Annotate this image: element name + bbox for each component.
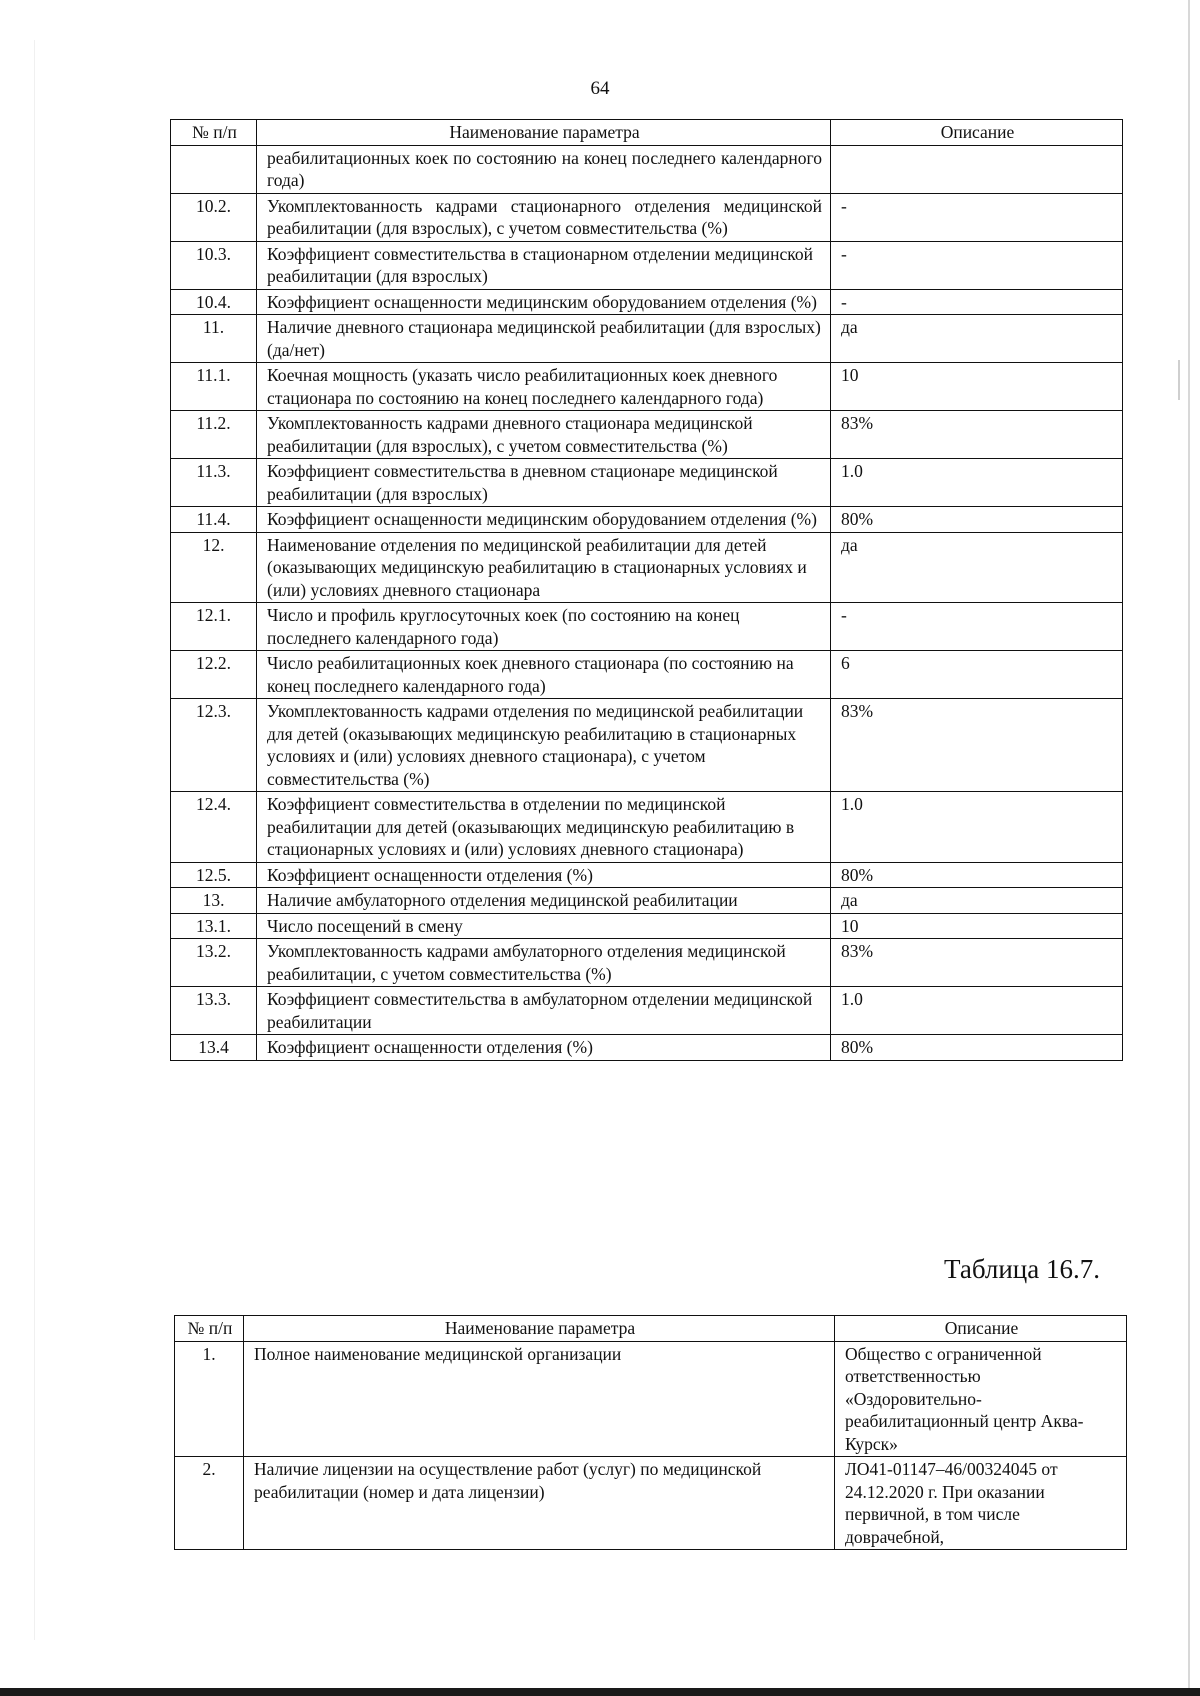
column-header-description: Описание (831, 120, 1123, 146)
row-number: 13.1. (171, 913, 257, 939)
table-row (171, 315, 1123, 363)
parameter-description: 83% (831, 699, 1123, 792)
table-row (171, 888, 1123, 914)
parameter-description: 1.0 (831, 459, 1123, 507)
table-row (171, 987, 1123, 1035)
parameter-description: 6 (831, 651, 1123, 699)
column-header-number: № п/п (171, 120, 257, 146)
table-row (171, 241, 1123, 289)
scan-edge-bottom (0, 1688, 1200, 1696)
row-number: 11.2. (171, 411, 257, 459)
parameter-description: - (831, 193, 1123, 241)
parameter-description: 1.0 (831, 792, 1123, 863)
parameter-name: Число и профиль круглосуточных коек (по состоянию на конец последнего календарного года) (257, 603, 831, 651)
row-number: 12.4. (171, 792, 257, 863)
parameter-name: Укомплектованность кадрами отделения по медицинской реабилитации для детей (оказывающих медицинскую реабилитацию в стационарных условиях и (или) условиях дневного стационара), с учетом совместительства (%) (257, 699, 831, 792)
parameter-description: да (831, 315, 1123, 363)
row-number: 10.3. (171, 241, 257, 289)
organization-table (174, 1315, 1127, 1550)
column-header-number: № п/п (175, 1316, 244, 1342)
table-header-row (171, 120, 1123, 146)
table-caption: Таблица 16.7. (944, 1254, 1100, 1284)
scan-mark (1178, 360, 1180, 400)
parameter-name: Укомплектованность кадрами дневного стационара медицинской реабилитации (для взрослых), с учетом совместительства (%) (257, 411, 831, 459)
parameter-name: Наименование отделения по медицинской реабилитации для детей (оказывающих медицинскую реабилитацию в стационарных условиях и (или) условиях дневного стационара (257, 532, 831, 603)
parameter-description: - (831, 603, 1123, 651)
parameter-description: 80% (831, 1035, 1123, 1061)
table-row (171, 603, 1123, 651)
parameter-name: Коэффициент совместительства в амбулаторном отделении медицинской реабилитации (257, 987, 831, 1035)
parameter-name: Число посещений в смену (257, 913, 831, 939)
table-body (175, 1341, 1127, 1550)
table-row (175, 1457, 1127, 1550)
table-row (171, 411, 1123, 459)
parameter-name: Наличие дневного стационара медицинской реабилитации (для взрослых) (да/нет) (257, 315, 831, 363)
parameter-name: Полное наименование медицинской организации (244, 1341, 835, 1457)
parameter-description: 83% (831, 939, 1123, 987)
row-number: 12.5. (171, 862, 257, 888)
parameter-name: реабилитационных коек по состоянию на конец последнего календарного года) (257, 145, 831, 193)
parameter-name: Коэффициент оснащенности отделения (%) (257, 1035, 831, 1061)
row-number: 12.2. (171, 651, 257, 699)
row-number: 11.1. (171, 363, 257, 411)
parameter-description: 80% (831, 862, 1123, 888)
table-row (171, 862, 1123, 888)
row-number (171, 145, 257, 193)
table-header-row (175, 1316, 1127, 1342)
row-number: 10.2. (171, 193, 257, 241)
parameter-description: да (831, 888, 1123, 914)
table-row (171, 289, 1123, 315)
parameter-name: Укомплектованность кадрами амбулаторного отделения медицинской реабилитации, с учетом совместительства (%) (257, 939, 831, 987)
parameter-description: 1.0 (831, 987, 1123, 1035)
column-header-parameter: Наименование параметра (257, 120, 831, 146)
scan-edge-right (1188, 0, 1190, 1696)
parameter-description: 80% (831, 507, 1123, 533)
table-row (171, 699, 1123, 792)
row-number: 12. (171, 532, 257, 603)
table-row (175, 1341, 1127, 1457)
column-header-description: Описание (835, 1316, 1127, 1342)
parameter-description: - (831, 241, 1123, 289)
row-number: 13. (171, 888, 257, 914)
table-row (171, 193, 1123, 241)
row-number: 12.3. (171, 699, 257, 792)
parameter-name: Коэффициент совместительства в стационарном отделении медицинской реабилитации (для взрослых) (257, 241, 831, 289)
parameter-description: 10 (831, 363, 1123, 411)
parameter-description: Общество с ограниченной ответственностью «Оздоровительно-реабилитационный центр Аква-Курск» (835, 1341, 1127, 1457)
parameter-description: 83% (831, 411, 1123, 459)
row-number: 1. (175, 1341, 244, 1457)
row-number: 11.4. (171, 507, 257, 533)
row-number: 2. (175, 1457, 244, 1550)
row-number: 13.4 (171, 1035, 257, 1061)
row-number: 10.4. (171, 289, 257, 315)
parameter-name: Число реабилитационных коек дневного стационара (по состоянию на конец последнего календарного года) (257, 651, 831, 699)
parameter-name: Коечная мощность (указать число реабилитационных коек дневного стационара по состоянию на конец последнего календарного года) (257, 363, 831, 411)
parameter-name: Коэффициент совместительства в отделении по медицинской реабилитации для детей (оказывающих медицинскую реабилитацию в стационарных условиях и (или) условиях дневного стационара) (257, 792, 831, 863)
parameter-description: да (831, 532, 1123, 603)
table-row (171, 459, 1123, 507)
parameter-name: Наличие лицензии на осуществление работ (услуг) по медицинской реабилитации (номер и дата лицензии) (244, 1457, 835, 1550)
parameter-description: - (831, 289, 1123, 315)
table-row (171, 507, 1123, 533)
table-row (171, 651, 1123, 699)
table-body (171, 145, 1123, 1060)
row-number: 13.2. (171, 939, 257, 987)
row-number: 13.3. (171, 987, 257, 1035)
parameter-name: Коэффициент оснащенности медицинским оборудованием отделения (%) (257, 507, 831, 533)
page-number: 64 (590, 78, 610, 99)
table-row (171, 939, 1123, 987)
parameter-description: ЛО41-01147–46/00324045 от 24.12.2020 г. При оказании первичной, в том числе доврачебной, (835, 1457, 1127, 1550)
table-row (171, 1035, 1123, 1061)
table-row (171, 913, 1123, 939)
parameter-name: Коэффициент совместительства в дневном стационаре медицинской реабилитации (для взрослых) (257, 459, 831, 507)
parameter-name: Коэффициент оснащенности медицинским оборудованием отделения (%) (257, 289, 831, 315)
column-header-parameter: Наименование параметра (244, 1316, 835, 1342)
scan-edge-left (34, 40, 35, 1640)
row-number: 11.3. (171, 459, 257, 507)
parameter-description: 10 (831, 913, 1123, 939)
table-row (171, 363, 1123, 411)
parameter-name: Наличие амбулаторного отделения медицинской реабилитации (257, 888, 831, 914)
row-number: 12.1. (171, 603, 257, 651)
parameter-name: Укомплектованность кадрами стационарного отделения медицинской реабилитации (для взрослых), с учетом совместительства (%) (257, 193, 831, 241)
row-number: 11. (171, 315, 257, 363)
parameter-description (831, 145, 1123, 193)
parameter-name: Коэффициент оснащенности отделения (%) (257, 862, 831, 888)
table-row (171, 532, 1123, 603)
table-row (171, 145, 1123, 193)
parameters-table-continued (170, 119, 1123, 1061)
table-row (171, 792, 1123, 863)
